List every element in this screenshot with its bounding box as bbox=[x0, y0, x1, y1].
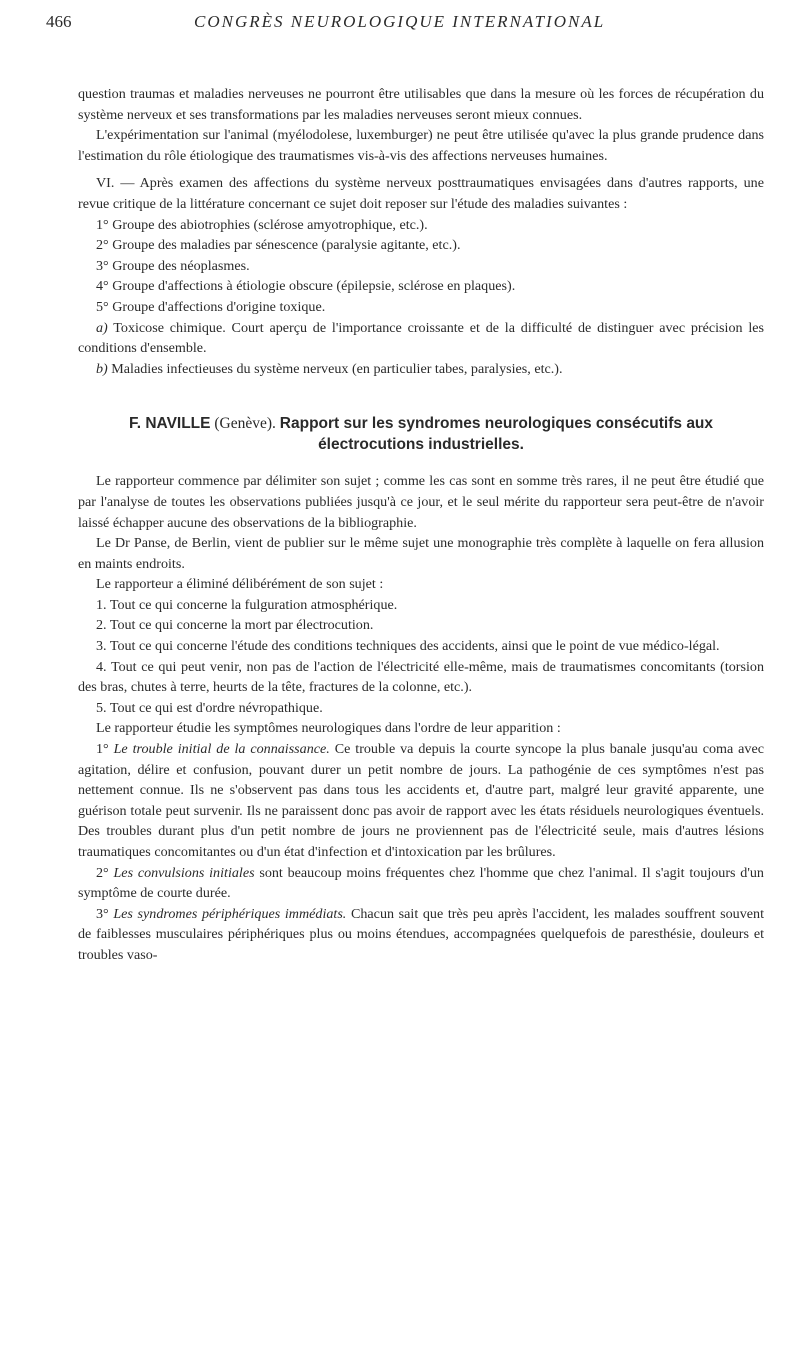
author-name: F. NAVILLE bbox=[128, 415, 211, 433]
paragraph: L'expérimentation sur l'animal (myélodolese, luxemburger) ne peut être utilisée qu'avec la plus grande prudence dans l'estimation du rôle étiologique des traumatismes vis-à-vis des affections nerveuses humaines. bbox=[78, 127, 764, 164]
list-item: 5. Tout ce qui est d'ordre névropathique. bbox=[96, 699, 323, 716]
sub-item-b bbox=[78, 359, 764, 380]
paragraph: Le rapporteur a éliminé délibérément de son sujet : bbox=[96, 576, 384, 593]
page-body bbox=[78, 84, 764, 966]
page-header bbox=[46, 12, 754, 36]
paragraph: Le rapporteur commence par délimiter son sujet ; comme les cas sont en somme très rares, il ne peut être étudié que par l'analyse de toutes les observations publiées jusqu'à ce jour, et le seul mérite du rapporteur sera peut-être de n'avoir laissé échapper aucune des observations de la bibliographie. bbox=[78, 473, 764, 531]
item-emphasis: Les convulsions initiales bbox=[113, 864, 255, 881]
author-place: (Genève). bbox=[210, 415, 280, 433]
report-title: Rapport sur les syndromes neurologiques consécutifs aux électrocutions industrielles. bbox=[279, 415, 714, 454]
numbered-item-1 bbox=[78, 739, 764, 863]
list-item: 1° Groupe des abiotrophies (sclérose amyotrophique, etc.). bbox=[96, 216, 428, 233]
item-text: sont beaucoup moins fréquentes chez l'homme que chez l'animal. Il s'agit toujours d'un symptôme de courte durée. bbox=[78, 864, 764, 902]
item-emphasis: Le trouble initial de la connaissance. bbox=[113, 741, 330, 758]
item-number: 1° bbox=[96, 741, 114, 758]
list-item: 2. Tout ce qui concerne la mort par électrocution. bbox=[96, 617, 374, 634]
list-item: 3. Tout ce qui concerne l'étude des conditions techniques des accidents, ainsi que le point de vue médico-légal. bbox=[96, 638, 720, 655]
item-number: 2° bbox=[96, 864, 114, 881]
paragraph: VI. — Après examen des affections du système nerveux posttraumatiques envisagées dans d'autres rapports, une revue critique de la littérature concernant ce sujet doit reposer sur l'étude des maladies suivantes : bbox=[78, 175, 764, 212]
numbered-item-3 bbox=[78, 904, 764, 966]
section-heading bbox=[78, 413, 764, 455]
item-number: 3° bbox=[96, 905, 114, 922]
running-title: CONGRÈS NEUROLOGIQUE INTERNATIONAL bbox=[194, 12, 606, 31]
paragraph: Le Dr Panse, de Berlin, vient de publier sur le même sujet une monographie très complète à laquelle on fera allusion en maints endroits. bbox=[78, 535, 764, 572]
item-text: Chacun sait que très peu après l'accident, les malades souffrent souvent de faiblesses musculaires périphériques plus ou moins étendues, accompagnées quelquefois de paresthésie, douleurs et troubles vaso- bbox=[78, 905, 764, 963]
item-text: Ce trouble va depuis la courte syncope la plus banale jusqu'au coma avec agitation, délire et confusion, pouvant durer un petit nombre de jours. La pathogénie de ces symptômes n'est pas nettement connue. Ils ne s'observent pas dans tous les accidents et, d'autre part, malgré leur gravité apparente, une guérison totale peut survenir. Ils ne paraissent donc pas avoir de rapport avec les états résiduels neurologiques éventuels. Des troubles durant plus d'un petit nombre de jours ne proviennent pas de l'électricité seule, mais d'autres lésions traumatiques concomitantes ou d'un état d'infection et d'intoxication par les brûlures. bbox=[78, 741, 764, 860]
page-number: 466 bbox=[46, 12, 72, 31]
sub-item-a bbox=[78, 318, 764, 359]
sub-item-text: Toxicose chimique. Court aperçu de l'importance croissante et de la difficulté de distinguer avec précision les conditions d'ensemble. bbox=[78, 319, 764, 357]
sub-item-marker: b) bbox=[96, 360, 108, 377]
item-emphasis: Les syndromes périphériques immédiats. bbox=[113, 905, 347, 922]
sub-item-text: Maladies infectieuses du système nerveux (en particulier tabes, paralysies, etc.). bbox=[107, 360, 563, 377]
list-item: 4. Tout ce qui peut venir, non pas de l'action de l'électricité elle-même, mais de traumatismes concomitants (torsion des bras, chutes à terre, heurts de la tête, fractures de la colonne, etc.). bbox=[78, 658, 764, 696]
numbered-item-2 bbox=[78, 863, 764, 904]
list-item: 3° Groupe des néoplasmes. bbox=[96, 257, 250, 274]
list-item: 1. Tout ce qui concerne la fulguration atmosphérique. bbox=[96, 596, 398, 613]
paragraph: question traumas et maladies nerveuses ne pourront être utilisables que dans la mesure où les forces de récupération du système nerveux et ses transformations par les maladies nerveuses seront mieux connues. bbox=[78, 86, 764, 123]
paragraph: Le rapporteur étudie les symptômes neurologiques dans l'ordre de leur apparition : bbox=[96, 720, 561, 737]
list-item: 2° Groupe des maladies par sénescence (paralysie agitante, etc.). bbox=[96, 237, 461, 254]
list-item: 5° Groupe d'affections d'origine toxique. bbox=[96, 298, 326, 315]
sub-item-marker: a) bbox=[96, 319, 108, 336]
list-item: 4° Groupe d'affections à étiologie obscure (épilepsie, sclérose en plaques). bbox=[96, 278, 516, 295]
